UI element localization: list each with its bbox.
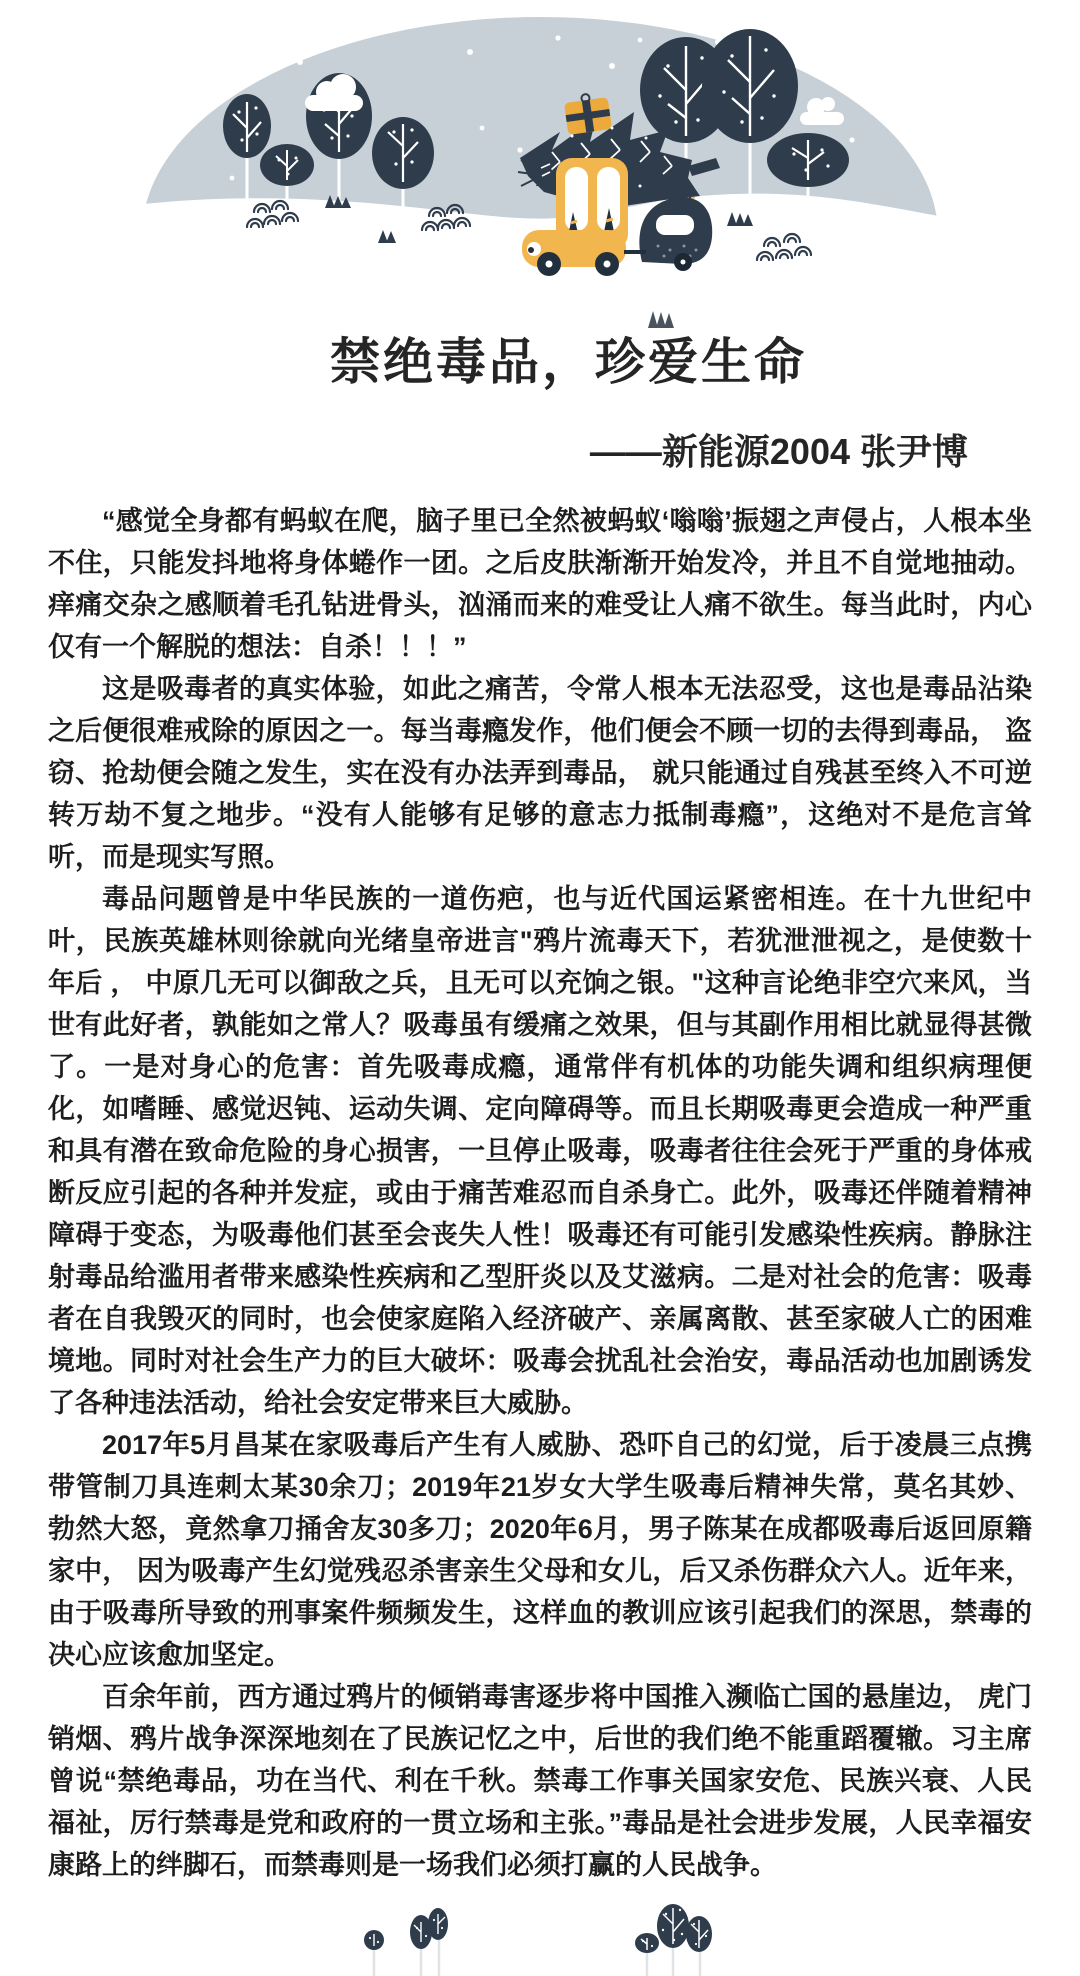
byline: ——新能源2004 张尹博 [589,431,968,472]
footer-trees-left [364,1908,448,1976]
paragraph: 2017年5月昌某在家吸毒后产生有人威胁、恐吓自己的幻觉，后于凌晨三点携带管制刀具连刺太某30余刀；2019年21岁女大学生吸毒后精神失常，莫名其妙、勃然大怒，竟然拿刀捅舍友30多刀；2020年6月，男子陈某在成都吸毒后返回原籍家中， 因为吸毒产生幻觉残忍杀害亲生父母和女儿，后又杀伤群众六人。近年来，由于吸毒所导致的刑事案件频频发生，这样血的教训应该引起我们的深思，禁毒的决心应该愈加坚定。 [48,1430,1032,1670]
footer-trees-right [635,1904,712,1976]
paragraph: “感觉全身都有蚂蚁在爬，脑子里已全然被蚂蚁‘嗡嗡’振翅之声侵占，人根本坐不住，只能发抖地将身体蜷作一团。之后皮肤渐渐开始发冷，并且不自觉地抽动。痒痛交杂之感顺着毛孔钻进骨头，汹涌而来的难受让人痛不欲生。每当此时，内心仅有一个解脱的想法：自杀！！！” [48,506,1032,662]
paragraph: 毒品问题曾是中华民族的一道伤疤，也与近代国运紧密相连。在十九世纪中叶，民族英雄林则徐就向光绪皇帝进言"鸦片流毒天下，若犹泄泄视之，是使数十年后 ， 中原几无可以御敌之兵，且无可以充饷之银。"这种言论绝非空穴来风，当世有此好者，孰能如之常人？吸毒虽有缓痛之效果，但与其副作用相比就显得甚微了。一是对身心的危害：首先吸毒成瘾，通常伴有机体的功能失调和组织病理便化，如嗜睡、感觉迟钝、运动失调、定向障碍等。而且长期吸毒更会造成一种严重和具有潜在致命危险的身心损害，一旦停止吸毒，吸毒者往往会死于严重的身体戒断反应引起的各种并发症，或由于痛苦难忍而自杀身亡。此外，吸毒还伴随着精神障碍于变态，为吸毒他们甚至会丧失人性！吸毒还有可能引发感染性疾病。静脉注射毒品给滥用者带来感染性疾病和乙型肝炎以及艾滋病。二是对社会的危害：吸毒者在自我毁灭的同时，也会使家庭陷入经济破产、亲属离散、甚至家破人亡的困难境地。同时对社会生产力的巨大破坏：吸毒会扰乱社会治安，毒品活动也加剧诱发了各种违法活动，给社会安定带来巨大威胁。 [48,884,1032,1418]
winter-drive-illustration [0,0,1080,330]
article-body [48,500,1032,1886]
footer-trees-illustration [0,1896,1080,1976]
paragraph: 这是吸毒者的真实体验，如此之痛苦，令常人根本无法忍受，这也是毒品沾染之后便很难戒除的原因之一。每当毒瘾发作，他们便会不顾一切的去得到毒品， 盗窃、抢劫便会随之发生，实在没有办法弄到毒品， 就只能通过自残甚至终入不可逆转万劫不复之地步。“没有人能够有足够的意志力抵制毒瘾”，这绝对不是危言耸听，而是现实写照。 [48,674,1032,872]
paragraph: 百余年前，西方通过鸦片的倾销毒害逐步将中国推入濒临亡国的悬崖边， 虎门销烟、鸦片战争深深地刻在了民族记忆之中，后世的我们绝不能重蹈覆辙。习主席曾说“禁绝毒品，功在当代、利在千秋。禁毒工作事关国家安危、民族兴衰、人民福祉，厉行禁毒是党和政府的一贯立场和主张。”毒品是社会进步发展，人民幸福安康路上的绊脚石，而禁毒则是一场我们必须打赢的人民战争。 [48,1682,1032,1880]
page-title: 禁绝毒品，珍爱生命 [330,334,807,390]
